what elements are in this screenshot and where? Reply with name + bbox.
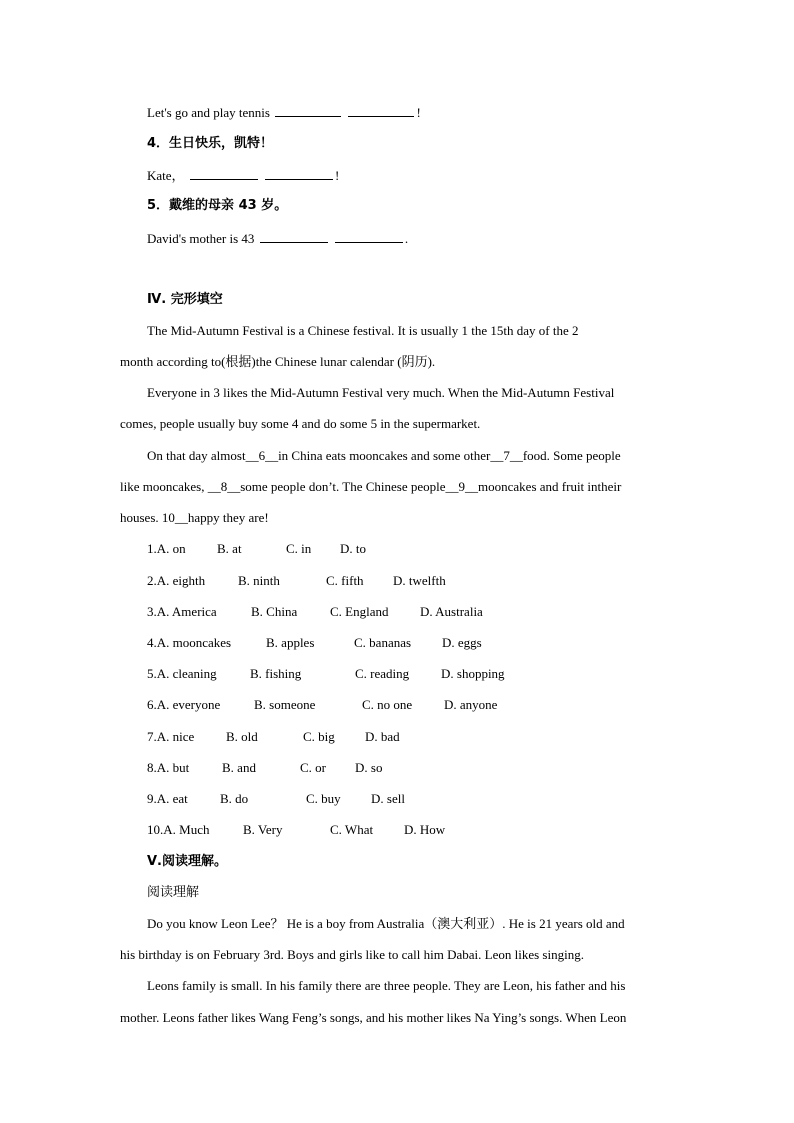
- cloze-heading: Ⅳ. 完形填空: [147, 292, 223, 307]
- option-d[interactable]: D. shopping: [441, 666, 505, 681]
- option-b[interactable]: B. Very: [243, 822, 283, 837]
- q4-label: 4．生日快乐，凯特！: [147, 136, 274, 151]
- option-a[interactable]: 9.A. eat: [147, 791, 188, 806]
- option-b[interactable]: B. ninth: [238, 573, 280, 588]
- option-a[interactable]: 5.A. cleaning: [147, 666, 217, 681]
- q5-blank-1[interactable]: [260, 230, 328, 243]
- cloze-passage-line: month according to(根据)the Chinese lunar calendar (阴历).: [120, 354, 436, 369]
- option-d[interactable]: D. twelfth: [393, 573, 446, 588]
- q5-blank-2[interactable]: [335, 230, 403, 243]
- option-a[interactable]: 3.A. America: [147, 604, 217, 619]
- option-c[interactable]: C. buy: [306, 791, 341, 806]
- cloze-passage-line: On that day almost__6__in China eats mooncakes and some other__7__food. Some people: [147, 448, 621, 463]
- option-d[interactable]: D. anyone: [444, 697, 498, 712]
- cloze-passage-line: houses. 10__happy they are!: [120, 510, 269, 525]
- option-c[interactable]: C. no one: [362, 697, 413, 712]
- reading-subheading: 阅读理解: [147, 885, 200, 900]
- option-b[interactable]: B. and: [222, 760, 256, 775]
- option-a[interactable]: 7.A. nice: [147, 729, 195, 744]
- q3-blank-1[interactable]: [275, 104, 341, 117]
- reading-passage-line: Leons family is small. In his family there are three people. They are Leon, his father and his: [147, 978, 626, 993]
- option-a[interactable]: 10.A. Much: [147, 822, 210, 837]
- q5-label: 5．戴维的母亲 43 岁。: [147, 198, 288, 213]
- reading-passage-line: his birthday is on February 3rd. Boys and girls like to call him Dabai. Leon likes singing.: [120, 947, 584, 962]
- option-c[interactable]: C. reading: [355, 666, 410, 681]
- cloze-passage-line: comes, people usually buy some 4 and do some 5 in the supermarket.: [120, 416, 481, 431]
- reading-heading: Ⅴ.阅读理解。: [147, 854, 227, 869]
- option-c[interactable]: C. What: [330, 822, 374, 837]
- option-a[interactable]: 2.A. eighth: [147, 573, 206, 588]
- q4-text: Kate，: [147, 168, 185, 183]
- option-c[interactable]: C. bananas: [354, 635, 412, 650]
- option-b[interactable]: B. apples: [266, 635, 315, 650]
- option-b[interactable]: B. China: [251, 604, 298, 619]
- option-d[interactable]: D. so: [355, 760, 383, 775]
- option-c[interactable]: C. England: [330, 604, 389, 619]
- option-d[interactable]: D. How: [404, 822, 446, 837]
- option-a[interactable]: 4.A. mooncakes: [147, 635, 232, 650]
- q3-blank-2[interactable]: [348, 104, 414, 117]
- option-c[interactable]: C. or: [300, 760, 326, 775]
- q3-end: !: [416, 105, 421, 120]
- option-a[interactable]: 6.A. everyone: [147, 697, 221, 712]
- q3-line: [147, 104, 421, 121]
- q4-blank-1[interactable]: [190, 167, 258, 180]
- option-a[interactable]: 8.A. but: [147, 760, 190, 775]
- option-d[interactable]: D. to: [340, 541, 366, 556]
- cloze-passage-line: Everyone in 3 likes the Mid-Autumn Festival very much. When the Mid-Autumn Festival: [147, 385, 615, 400]
- option-b[interactable]: B. fishing: [250, 666, 302, 681]
- q4-end: !: [335, 168, 340, 183]
- q5-text: David's mother is 43: [147, 231, 255, 246]
- option-c[interactable]: C. in: [286, 541, 312, 556]
- option-a[interactable]: 1.A. on: [147, 541, 186, 556]
- q4-blank-2[interactable]: [265, 167, 333, 180]
- reading-passage-line: mother. Leons father likes Wang Feng’s songs, and his mother likes Na Ying’s songs. When Leon: [120, 1010, 627, 1025]
- cloze-passage-line: The Mid-Autumn Festival is a Chinese festival. It is usually 1 the 15th day of the 2: [147, 323, 579, 338]
- option-c[interactable]: C. fifth: [326, 573, 364, 588]
- reading-passage-line: Do you know Leon Lee？ He is a boy from Australia（澳大利亚）. He is 21 years old and: [147, 916, 625, 931]
- option-b[interactable]: B. do: [220, 791, 249, 806]
- cloze-passage-line: like mooncakes, __8__some people don’t. The Chinese people__9__mooncakes and fruit intheir: [120, 479, 622, 494]
- option-d[interactable]: D. sell: [371, 791, 405, 806]
- q3-text: Let's go and play tennis: [147, 105, 270, 120]
- option-d[interactable]: D. bad: [365, 729, 400, 744]
- option-b[interactable]: B. at: [217, 541, 242, 556]
- option-b[interactable]: B. someone: [254, 697, 316, 712]
- q5-end: .: [404, 231, 409, 246]
- option-d[interactable]: D. Australia: [420, 604, 483, 619]
- option-c[interactable]: C. big: [303, 729, 335, 744]
- q5-line: [147, 230, 408, 247]
- option-d[interactable]: D. eggs: [442, 635, 482, 650]
- option-b[interactable]: B. old: [226, 729, 258, 744]
- q4-line: [147, 167, 339, 184]
